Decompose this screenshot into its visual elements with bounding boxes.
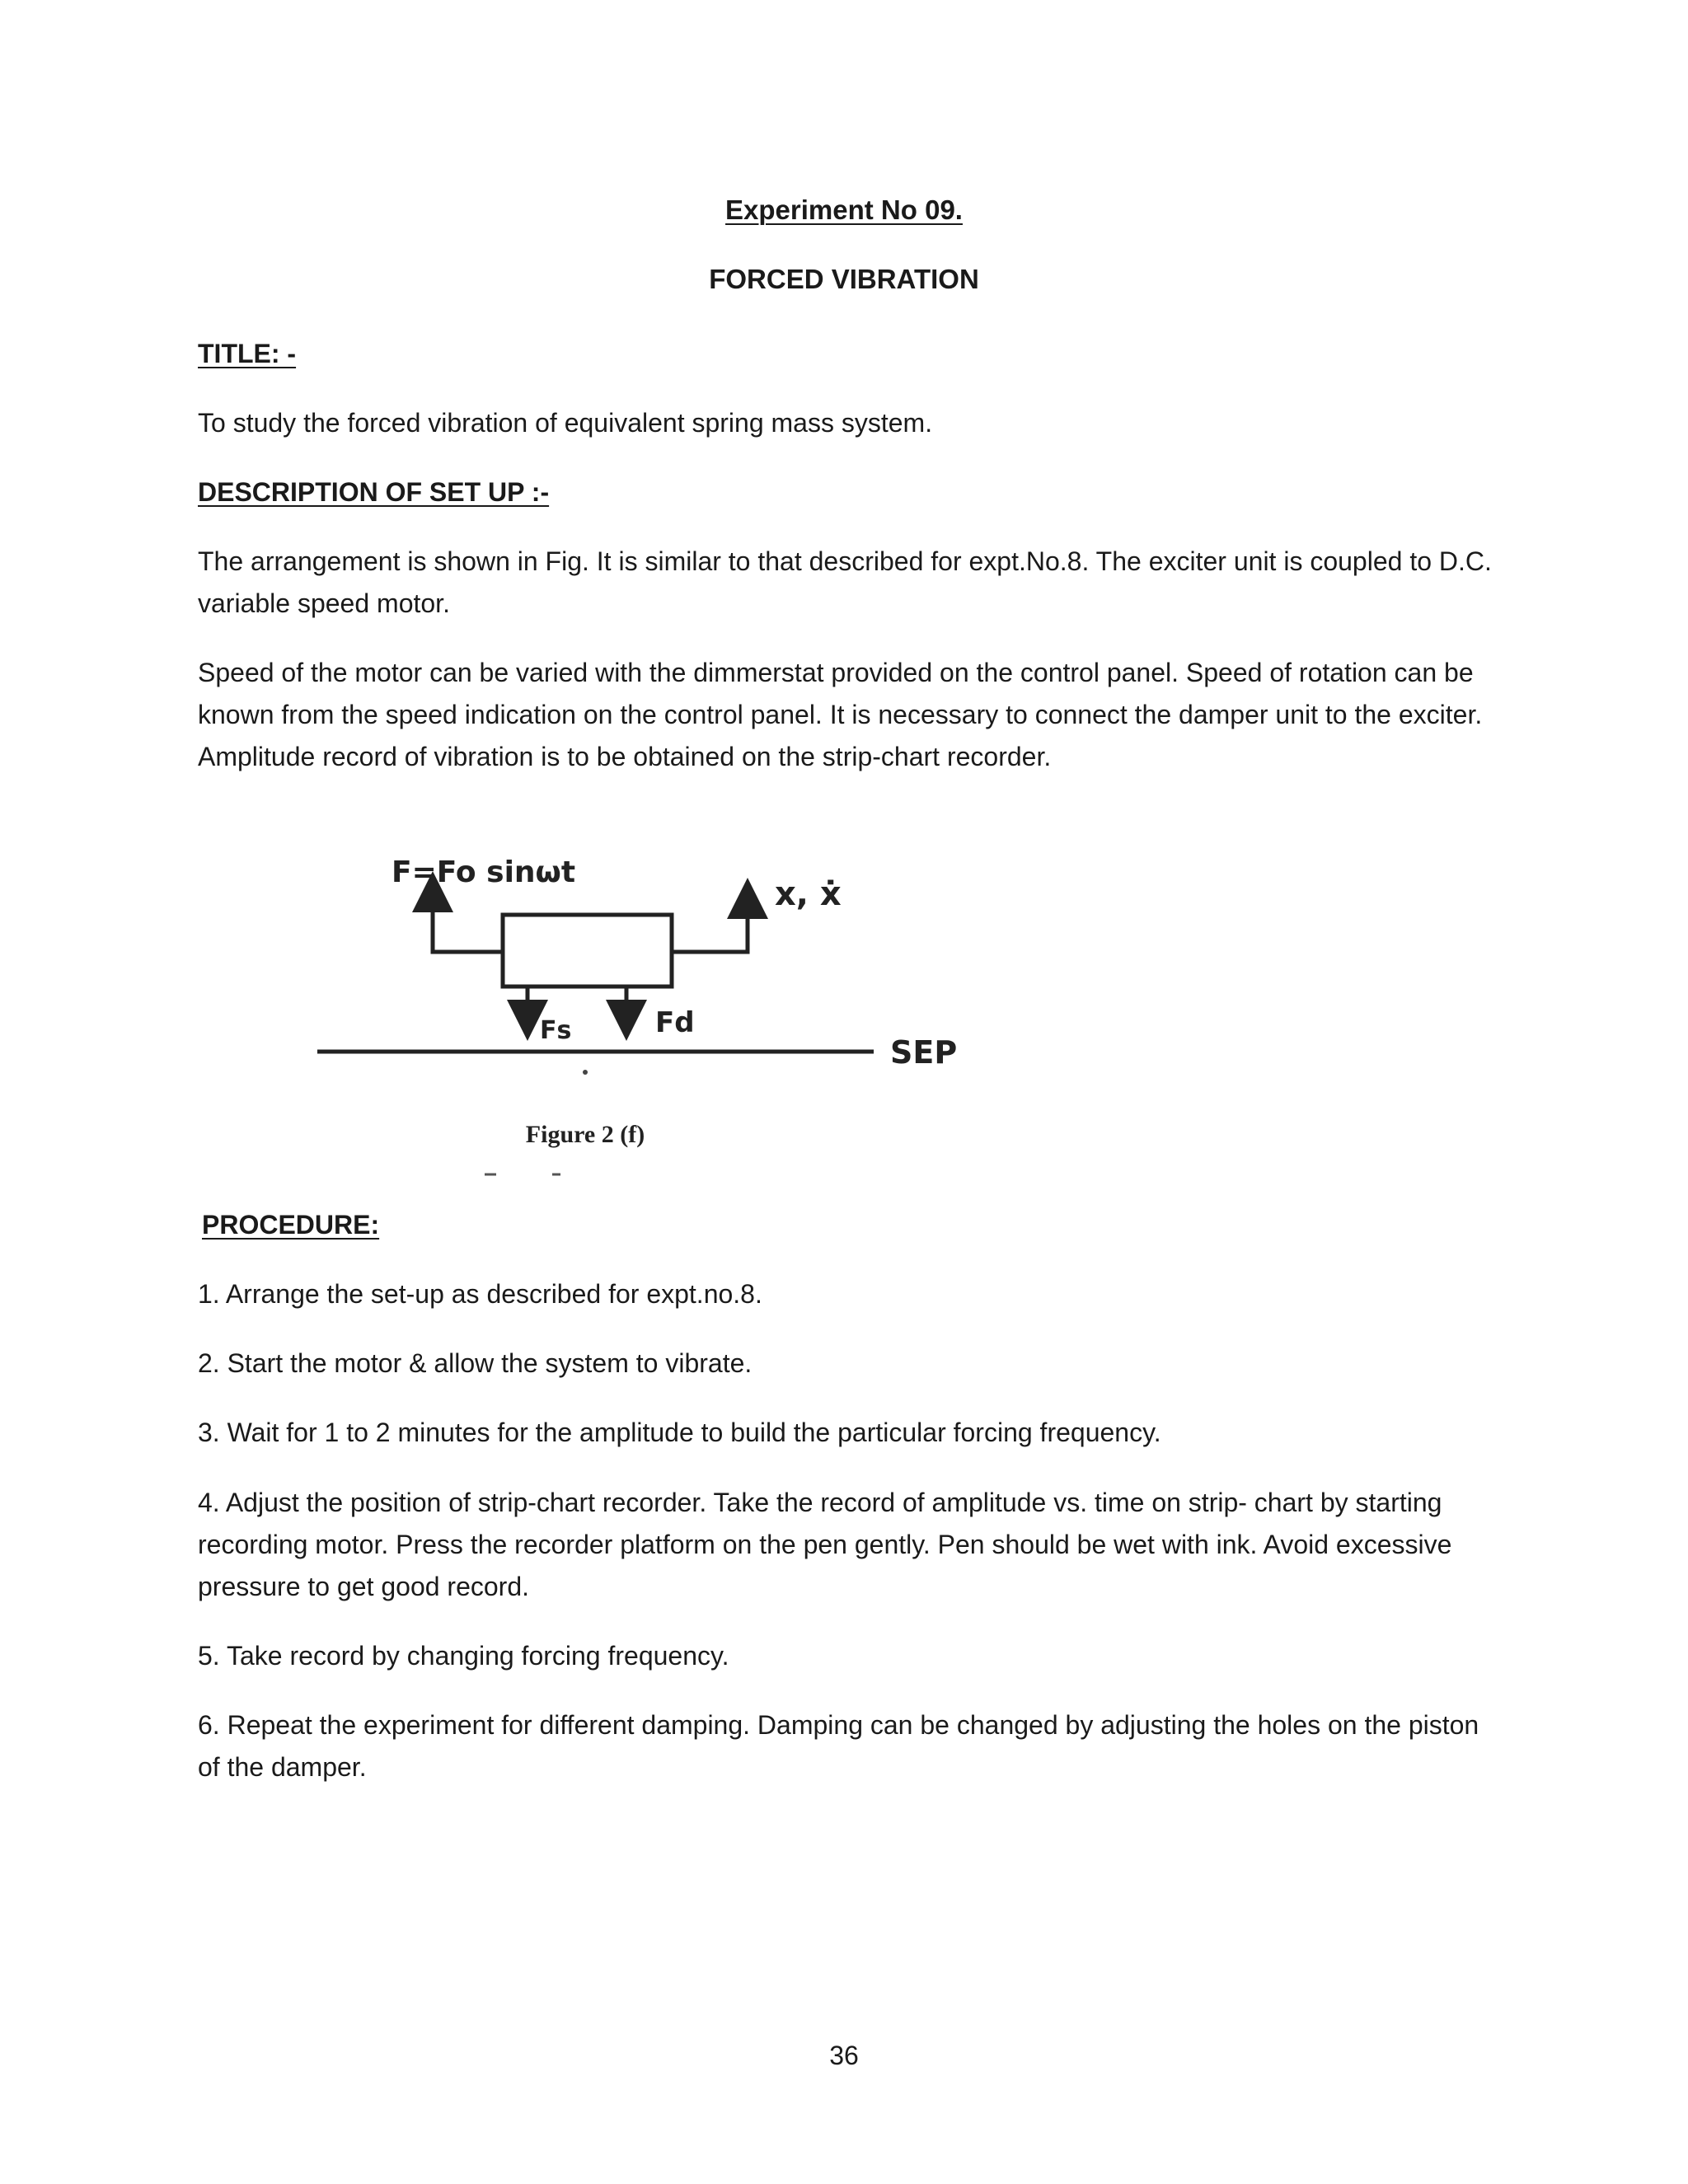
speck	[583, 1070, 588, 1075]
procedure-step-5: 5. Take record by changing forcing frequency.	[198, 1641, 729, 1671]
experiment-subject: FORCED VIBRATION	[709, 264, 979, 294]
title-heading: TITLE: -	[198, 339, 297, 368]
forced-vibration-figure	[305, 841, 1030, 1187]
equilibrium-label: SEP	[890, 1034, 958, 1071]
page-number: 36	[829, 2041, 859, 2070]
mass-block	[503, 915, 672, 987]
procedure-step-1: 1. Arrange the set-up as described for expt.no.8.	[198, 1279, 762, 1309]
force-label: F=Fo sinωt	[392, 855, 576, 889]
description-paragraph-2: Speed of the motor can be varied with the dimmerstat provided on the control panel. Speed of rotation can be known from the speed indication on the control panel. It is necessary to connect the damper unit to the exciter. Amplitude record of vibration is to be obtained on the strip-chart recorder.	[198, 658, 1483, 771]
free-body-diagram	[305, 841, 1030, 1187]
force-arrow	[433, 892, 503, 952]
procedure-step-4: 4. Adjust the position of strip-chart recorder. Take the record of amplitude vs. time on strip- chart by starting recording motor. Press the recorder platform on the pen gently. Pen should be wet with ink. Avoid excessive pressure to get good record.	[198, 1488, 1452, 1601]
procedure-step-3: 3. Wait for 1 to 2 minutes for the amplitude to build the particular forcing frequency.	[198, 1418, 1161, 1447]
procedure-step-6: 6. Repeat the experiment for different damping. Damping can be changed by adjusting the holes on the piston of the damper.	[198, 1710, 1479, 1782]
procedure-heading: PROCEDURE:	[202, 1210, 380, 1240]
experiment-number: Experiment No 09.	[725, 194, 963, 225]
displacement-label: x, ẋ	[775, 875, 842, 913]
displacement-arrow	[672, 898, 748, 952]
figure-caption: Figure 2 (f)	[525, 1121, 645, 1148]
procedure-step-2: 2. Start the motor & allow the system to vibrate.	[198, 1348, 753, 1378]
spring-force-label: Fs	[540, 1016, 572, 1045]
description-heading: DESCRIPTION OF SET UP :-	[198, 477, 550, 507]
description-paragraph-1: The arrangement is shown in Fig. It is similar to that described for expt.No.8. The exciter unit is coupled to D.C. variable speed motor.	[198, 546, 1492, 618]
title-text: To study the forced vibration of equivalent spring mass system.	[198, 408, 933, 438]
damper-force-label: Fd	[655, 1006, 695, 1039]
